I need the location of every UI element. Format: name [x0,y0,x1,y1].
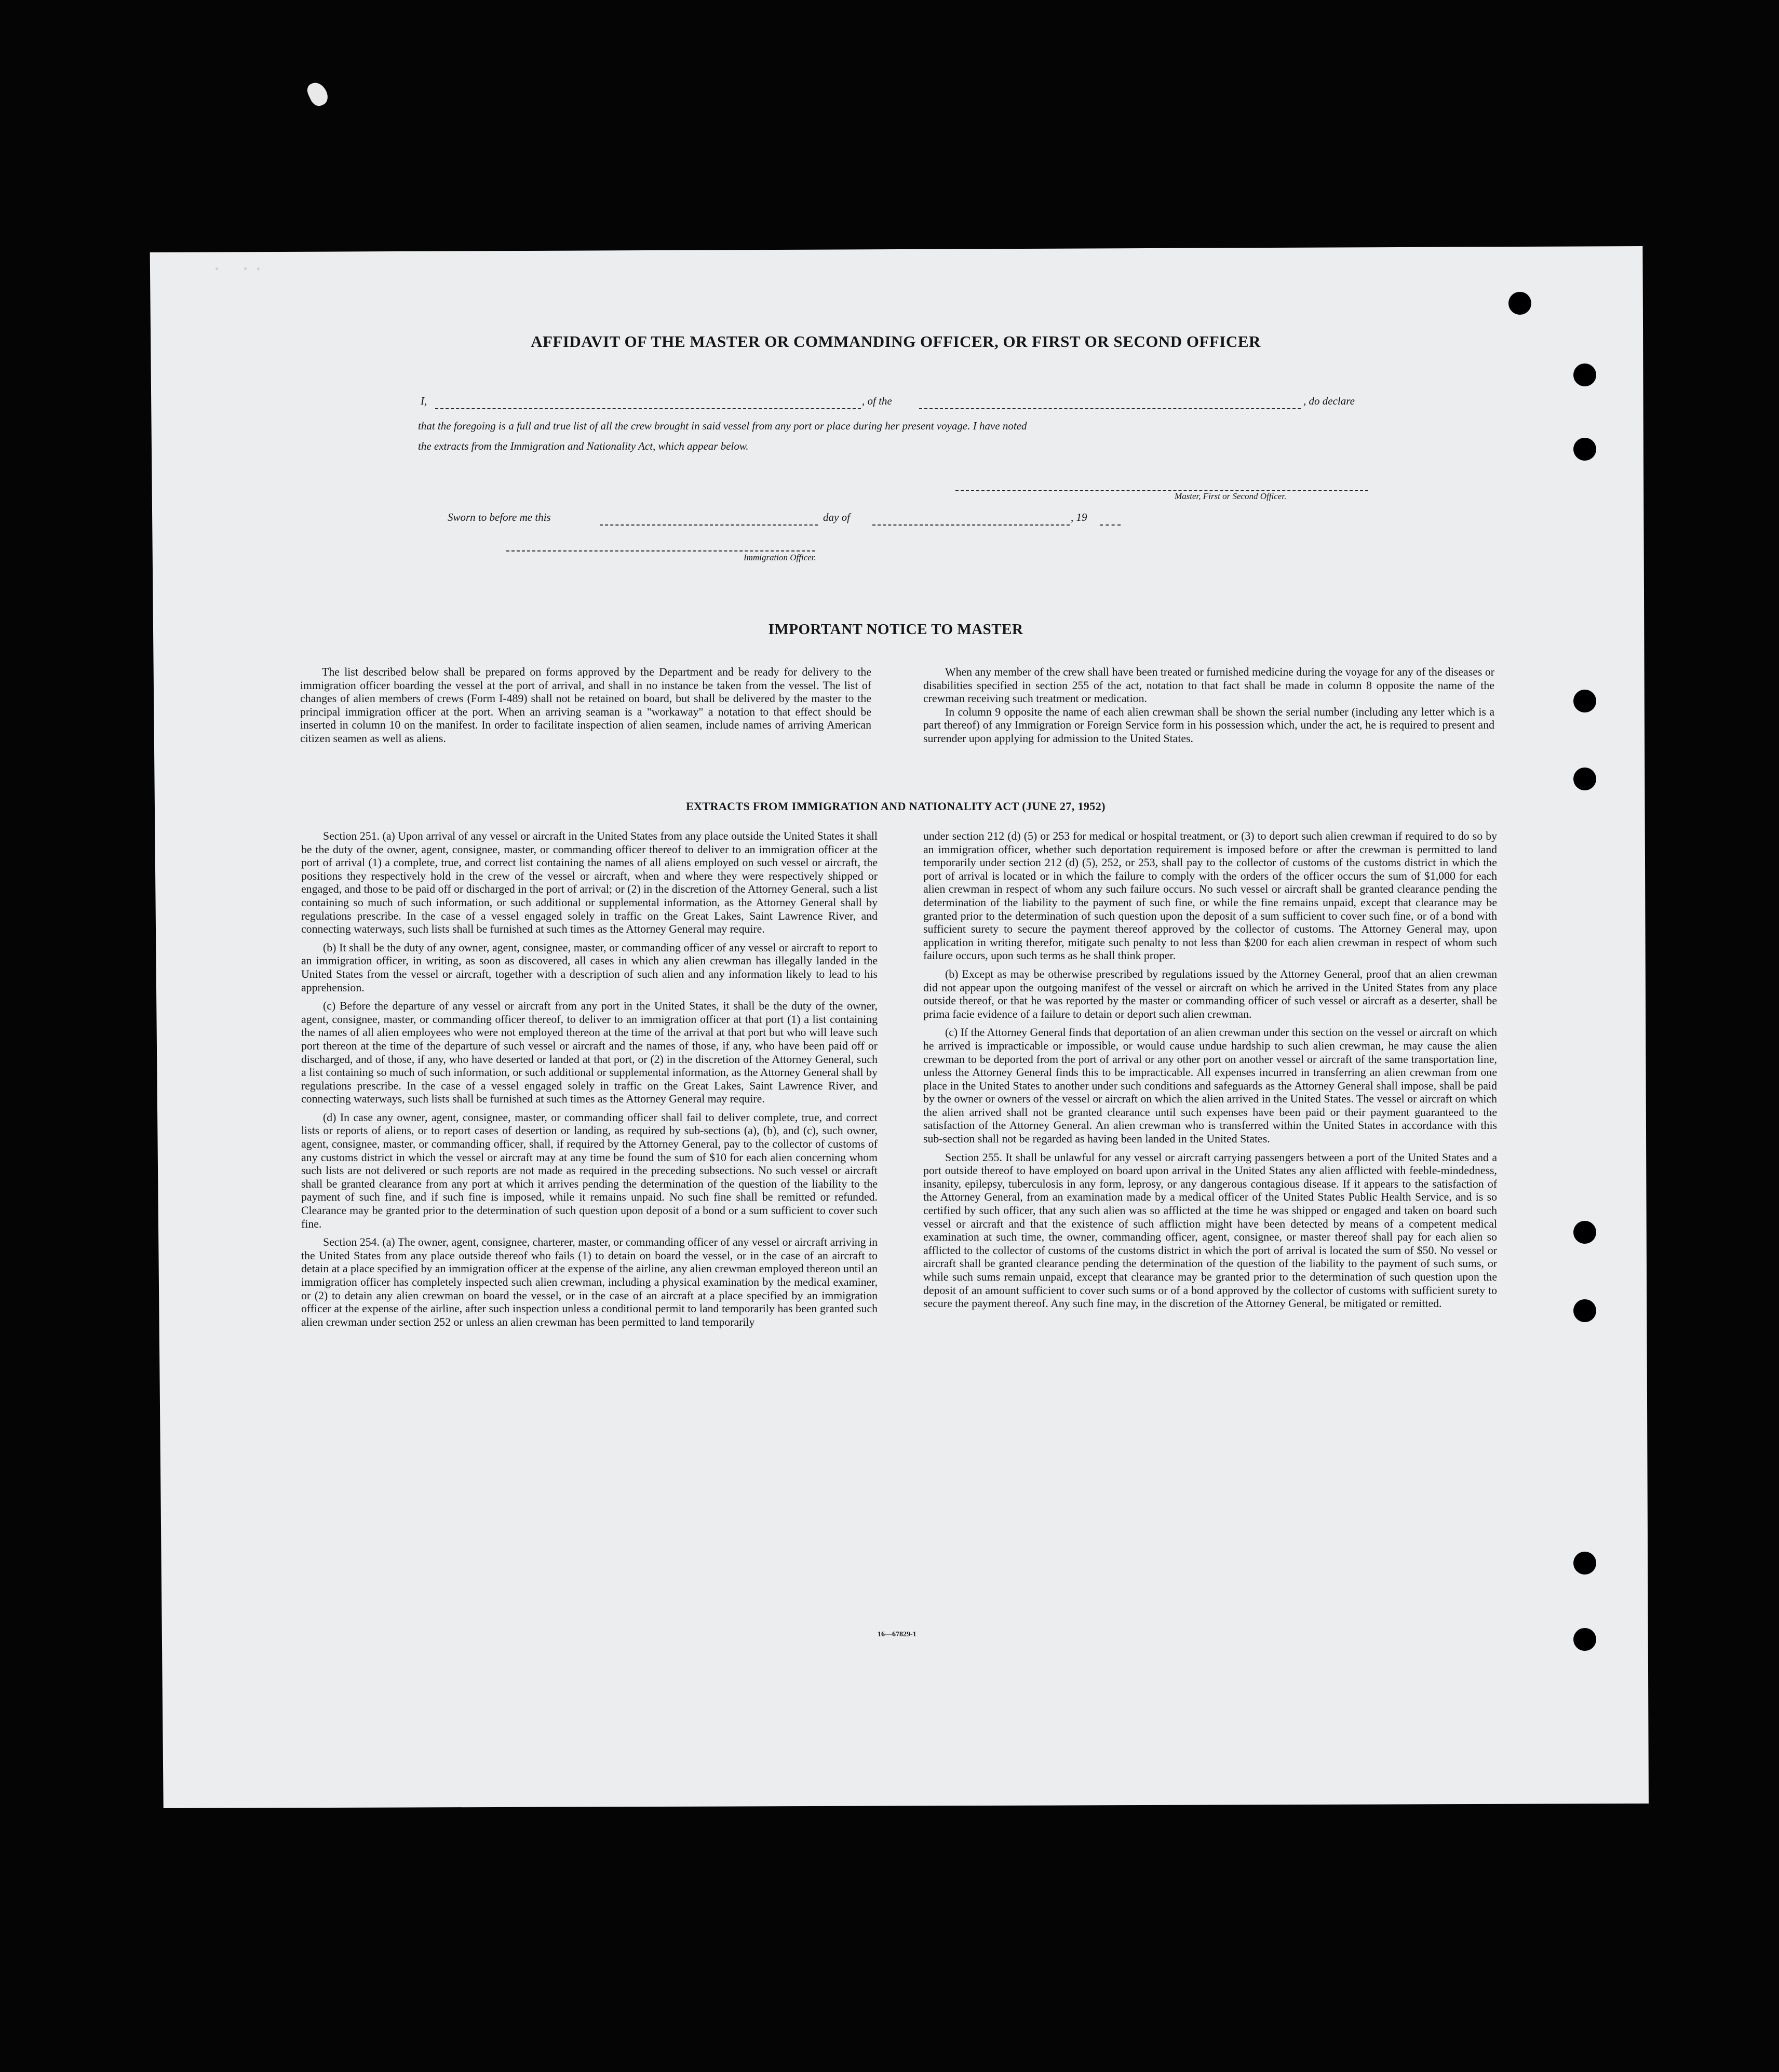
master-signature-line [955,490,1368,491]
notice-left-column [300,666,871,746]
punch-hole [1573,1221,1596,1244]
scan-dot [244,267,247,270]
sworn-day-blank [600,524,818,526]
extracts-left-column [301,830,878,1329]
section-254b: (b) Except as may be otherwise prescribed by regulations issued by the Attorney General, proof that an alien crewman did not appear upon the outgoing manifest of the vessel or aircraft on which he arrived in the United States from any place outside thereof, or that he was reported by the master or commanding officer of such vessel or aircraft as a deserter, shall be prima facie evidence of a failure to detain or deport such alien crewman. [923,967,1497,1020]
section-251d: (d) In case any owner, agent, consignee, master, or commanding officer shall fail to deliver complete, true, and correct lists or reports of aliens, or to report cases of desertion or landing, as required by sub-sections (a), (b), and (c), such owner, agent, consignee, master, or commanding officer, shall, if required by the Attorney General, pay to the collector of customs of any customs district in which the vessel or aircraft may at any time be found the sum of $10 for each alien concerning whom such lists are not delivered or such reports are not made as required in the preceding subsections. No such vessel or aircraft shall be granted clearance from any port at which it arrives pending the determination of the question of the liability to the payment of such fine, and if such fine is imposed, while it remains unpaid. No such fine shall be remitted or refunded. Clearance may be granted prior to the determination of such question upon deposit of a bond or a sum sufficient to cover such fine. [301,1111,878,1230]
year-label: , 19 [1071,511,1087,523]
name-blank-line [435,408,861,409]
affidavit-of-the-label: , of the [862,395,892,407]
affidavit-title: AFFIDAVIT OF THE MASTER OR COMMANDING OFFICER, OR FIRST OR SECOND OFFICER [531,332,1261,351]
punch-hole [1573,438,1596,461]
form-code: 16—67829-1 [878,1631,917,1638]
affidavit-declare-label: , do declare [1303,395,1355,407]
punch-hole [1573,1299,1596,1322]
notice-paragraph: The list described below shall be prepared on forms approved by the Department and be ready for delivery to the immigration officer boarding the vessel at the port of arrival, and shall in no instance be taken from the vessel. The list of changes of alien members of crews (Form I-489) shall not be retained on board, but shall be delivered by the master to the principal immigration officer at the port. When an arriving seaman is a "workaway" a notation to that effect should be inserted in column 10 on the manifest. In order to facilitate inspection of alien seamen, include names of arriving American citizen seamen as well as aliens. [300,666,871,745]
section-254a: Section 254. (a) The owner, agent, consignee, charterer, master, or commanding officer of any vessel or aircraft arriving in the United States from any place outside thereof who fails (1) to detain on board the vessel, or in the case of an aircraft to detain at a place specified by an immigration officer at the expense of the airline, any alien crewman employed thereon until an immigration officer has completely inspected such alien crewman, including a physical examination by the medical examiner, or (2) to detain any alien crewman on board the vessel, or in the case of an aircraft at a place specified by an immigration officer at the expense of the airline, after such inspection unless a conditional permit to land temporarily has been granted such alien crewman under section 252 or unless an alien crewman has been permitted to land temporarily [301,1236,878,1328]
punch-hole [1573,1628,1596,1651]
punch-hole [1573,768,1596,790]
section-254c: (c) If the Attorney General finds that deportation of an alien crewman under this section on the vessel or aircraft on which he arrived is impracticable or impossible, or would cause undue hardship to such alien crewman, he may cause the alien crewman to be deported from the port of arrival or any other port on another vessel or aircraft of the same transportation line, unless the Attorney General finds this to be impracticable. All expenses incurred in transferring an alien crewman from one place in the United States to another under such conditions and safeguards as the Attorney General shall impose, shall be paid by the owner or owners of the vessel or aircraft on which the alien arrived in the United States. The vessel or aircraft on which the alien arrived shall not be granted clearance until such expenses have been paid or their payment guaranteed to the satisfaction of the Attorney General. An alien crewman who is transferred within the United States in accordance with this sub-section shall not be regarded as having been landed in the United States. [923,1026,1497,1146]
vessel-blank-line [919,408,1301,409]
extracts-title: EXTRACTS FROM IMMIGRATION AND NATIONALITY ACT (JUNE 27, 1952) [686,800,1106,813]
scan-dot [257,267,260,270]
affidavit-line-2: that the foregoing is a full and true list of all the crew brought in said vessel from any port or place during her present voyage. I have noted [418,420,1027,432]
section-254a-cont: under section 212 (d) (5) or 253 for medical or hospital treatment, or (3) to deport such alien crewman if required to do so by an immigration officer, whether such deportation requirement is imposed before or after the crewman is permitted to land temporarily under section 212 (d) (5), 252, or 253, shall pay to the collector of customs of the customs district in which the port of arrival is located or in which the failure to comply with the orders of the officer occurs the sum of $1,000 for each alien crewman in respect of whom any such failure occurs. No such vessel or aircraft shall be granted clearance pending the determination of the liability to the payment of such fine, or while the fine remains unpaid, except that clearance may be granted prior to the determination of such question upon the deposit of a sum sufficient to cover such fine, or of a bond with sufficient surety to secure the payment thereof approved by the collector of customs. The Attorney General may, upon application in writing therefor, mitigate such penalty to not less than $200 for each alien crewman in respect of whom such failure occurs, upon such terms as he shall think proper. [923,830,1497,962]
scan-dot [215,267,218,270]
notice-right-column [923,666,1494,746]
section-251a: Section 251. (a) Upon arrival of any vessel or aircraft in the United States from any place outside the United States it shall be the duty of the owner, agent, consignee, master, or commanding officer thereof to deliver to an immigration officer at the port of arrival (1) a complete, true, and correct list containing the names of all aliens employed on such vessel or aircraft, the positions they respectively hold in the crew of the vessel or aircraft, when and where they were respectively shipped or engaged, and those to be paid off or discharged in the port of arrival; or (2) in the discretion of the Attorney General, such a list containing so much of such information, or such additional or supplemental information, as the Attorney General shall by regulations prescribe. In the case of a vessel engaged solely in traffic on the Great Lakes, Saint Lawrence River, and connecting waterways, such lists shall be furnished at such times as the Attorney General may require. [301,830,878,936]
notice-title: IMPORTANT NOTICE TO MASTER [768,621,1023,638]
punch-hole [1573,690,1596,712]
notice-paragraph: When any member of the crew shall have been treated or furnished medicine during the voyage for any of the diseases or disabilities specified in section 255 of the act, notation to that fact shall be made in column 8 opposite the name of the crewman receiving such treatment or medication. [923,666,1494,705]
section-251b: (b) It shall be the duty of any owner, agent, consignee, master, or commanding officer of any vessel or aircraft to report to an immigration officer, in writing, as soon as discovered, all cases in which any alien crewman has illegally landed in the United States from the vessel or aircraft, together with a description of such alien and any information likely to lead to his apprehension. [301,941,878,994]
sworn-label: Sworn to before me this [448,511,551,523]
punch-hole [1573,1552,1596,1575]
master-caption: Master, First or Second Officer. [1175,491,1287,501]
day-of-label: day of [823,511,850,523]
scan-speck [305,79,331,109]
sworn-month-blank [872,524,1070,526]
notice-paragraph: In column 9 opposite the name of each alien crewman shall be shown the serial number (including any letter which is a part thereof) of any Immigration or Foreign Service form in his possession which, under the act, he is required to present and surrender upon applying for admission to the United States. [923,705,1494,745]
extracts-right-column [923,830,1497,1311]
officer-caption: Immigration Officer. [744,553,816,562]
section-255: Section 255. It shall be unlawful for any vessel or aircraft carrying passengers between a port of the United States and a port outside thereof to have employed on board upon arrival in the United States any alien afflicted with feeble-mindedness, insanity, epilepsy, tuberculosis in any form, leprosy, or any dangerous contagious disease. If it appears to the satisfaction of the Attorney General, from an examination made by a medical officer of the United States Public Health Service, and is so certified by such officer, that any such alien was so afflicted at the time he was shipped or engaged and taken on board such vessel or aircraft and that the existence of such affliction might have been detected by means of a competent medical examination at such time, the owner, commanding officer, agent, consignee, or master thereof shall pay for each alien so afflicted to the collector of customs of the customs district in which the port of arrival is located the sum of $50. No vessel or aircraft shall be granted clearance pending the determination of the question of the liability to the payment of such sums, or while such sums remain unpaid, except that clearance may be granted prior to the determination of such question upon the deposit of an amount sufficient to cover such sums or of a bond approved by the collector of customs with sufficient surety to secure the payment thereof. Any such fine may, in the discretion of the Attorney General, be mitigated or remitted. [923,1151,1497,1310]
punch-hole [1508,292,1531,315]
affidavit-line-3: the extracts from the Immigration and Nationality Act, which appear below. [418,440,749,452]
punch-hole [1573,364,1596,386]
affidavit-i-label: I, [421,395,427,407]
officer-signature-line [506,550,815,551]
section-251c: (c) Before the departure of any vessel or aircraft from any port in the United States, it shall be the duty of the owner, agent, consignee, master, or commanding officer thereof, to deliver to an immigration officer at that port (1) a list containing the names of all alien employees who were not employed thereon at the time of the arrival at that port but who will leave such port thereon at the time of the departure of such vessel or aircraft and the names of those, if any, who have been paid off or discharged, and of those, if any, who have deserted or landed at that port, or (2) in the discretion of the Attorney General, such a list containing so much of such information, or such additional or supplemental information, as the Attorney General shall by regulations prescribe. In the case of a vessel engaged solely in traffic on the Great Lakes, Saint Lawrence River, and connecting waterways, such lists shall be furnished at such times as the Attorney General may require. [301,1000,878,1106]
sworn-year-blank [1100,524,1121,526]
